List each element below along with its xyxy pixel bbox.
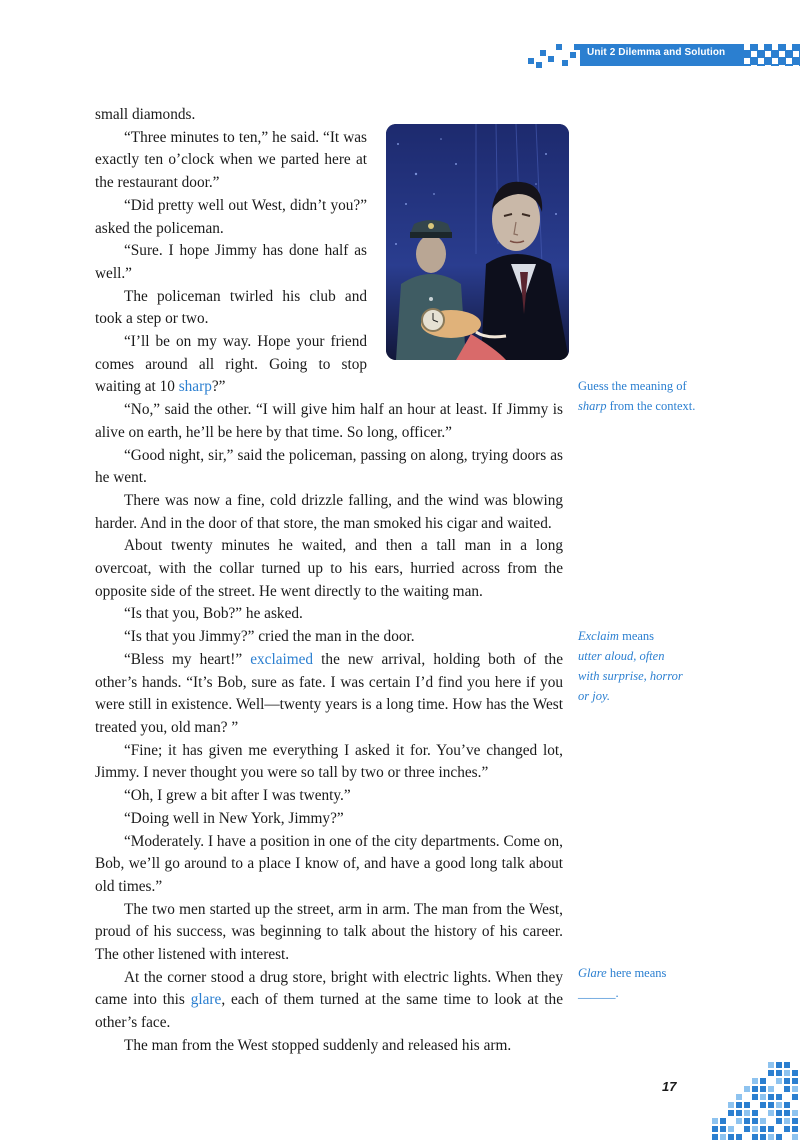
- text: “I’ll be on my way. Hope your friend comes around all right. Going to stop waiting at 10: [95, 333, 367, 396]
- page-number: 17: [662, 1079, 677, 1094]
- pixel-square: [736, 1110, 742, 1116]
- paragraph: There was now a fine, cold drizzle falling, and the wind was blowing harder. And in the door of that store, the man smoked his cigar and waited.: [95, 491, 563, 532]
- story-text: [95, 104, 563, 1058]
- pixel-square: [736, 1102, 742, 1108]
- pixel-square: [736, 1118, 742, 1124]
- pixel-square: [744, 1118, 750, 1124]
- margin-note-exclaim: [578, 626, 728, 706]
- margin-note-glare: [578, 963, 728, 1003]
- pixel-square: [776, 1078, 782, 1084]
- pixel-square: [752, 1134, 758, 1140]
- pixel-square: [784, 1062, 790, 1068]
- pixel-square: [536, 62, 542, 68]
- pixel-square: [784, 1110, 790, 1116]
- pixel-square: [786, 44, 792, 50]
- paragraph: “Moderately. I have a position in one of the city departments. Come on, Bob, we’ll go around to a place I know of, and have a good long talk about old times.”: [95, 832, 563, 895]
- pixel-square: [712, 1118, 718, 1124]
- pixel-square: [792, 1094, 798, 1100]
- pixel-square: [760, 1078, 766, 1084]
- note-word: Exclaim: [578, 629, 619, 643]
- paragraph: “Did pretty well out West, didn’t you?” asked the policeman.: [95, 196, 367, 237]
- pixel-square: [776, 1134, 782, 1140]
- note-line: with surprise, horror: [578, 669, 683, 683]
- pixel-square: [776, 1110, 782, 1116]
- pixel-square: [712, 1134, 718, 1140]
- pixel-square: [792, 1118, 798, 1124]
- pixel-square: [752, 1126, 758, 1132]
- paragraph: [95, 649, 563, 740]
- margin-note-sharp: [578, 376, 728, 416]
- pixel-square: [728, 1102, 734, 1108]
- note-blank: ______.: [578, 986, 619, 1000]
- pixel-square: [768, 1070, 774, 1076]
- pixel-square: [752, 1078, 758, 1084]
- pixel-square: [752, 1086, 758, 1092]
- pixel-square: [792, 1126, 798, 1132]
- pixel-square: [784, 1070, 790, 1076]
- text: ?”: [211, 378, 226, 396]
- pixel-square: [712, 1126, 718, 1132]
- pixel-square: [786, 58, 792, 64]
- note-text: here means: [606, 966, 667, 980]
- pixel-square: [792, 1086, 798, 1092]
- note-line: utter aloud, often: [578, 649, 665, 663]
- paragraph: “Fine; it has given me everything I asked it for. You’ve changed lot, Jimmy. I never thought you were so tall by two or three inches.”: [95, 741, 563, 782]
- paragraph: “Three minutes to ten,” he said. “It was exactly ten o’clock when we parted here at the restaurant door.”: [95, 128, 367, 192]
- pixel-square: [768, 1134, 774, 1140]
- pixel-square: [760, 1094, 766, 1100]
- paragraph: The man from the West stopped suddenly and released his arm.: [124, 1036, 512, 1054]
- note-line: [578, 396, 728, 416]
- pixel-square: [728, 1126, 734, 1132]
- pixel-square: [720, 1126, 726, 1132]
- paragraph: “Is that you, Bob?” he asked.: [124, 605, 303, 623]
- pixel-square: [752, 1118, 758, 1124]
- paragraph: [95, 331, 367, 399]
- pixel-square: [728, 1134, 734, 1140]
- pixel-square: [776, 1070, 782, 1076]
- pixel-square: [792, 1070, 798, 1076]
- text: , each of them turned at the same time to look at the other’s face.: [95, 991, 563, 1032]
- note-line: [578, 963, 728, 983]
- pixel-square: [760, 1118, 766, 1124]
- pixel-square: [779, 65, 785, 71]
- pixel-square: [760, 1102, 766, 1108]
- pixel-square: [776, 1062, 782, 1068]
- pixel-square: [752, 1110, 758, 1116]
- highlight-word-exclaimed: exclaimed: [250, 650, 314, 668]
- note-word: Glare: [578, 966, 607, 980]
- pixel-square: [540, 50, 546, 56]
- paragraph: “Is that you Jimmy?” cried the man in the door.: [124, 628, 415, 646]
- pixel-square: [768, 1094, 774, 1100]
- highlight-word-sharp: sharp: [178, 378, 212, 396]
- pixel-square: [744, 58, 750, 64]
- pixel-square: [779, 51, 785, 57]
- pixel-square: [768, 1126, 774, 1132]
- pixel-square: [720, 1134, 726, 1140]
- pixel-square: [720, 1118, 726, 1124]
- paragraph: “No,” said the other. “I will give him half an hour at least. If Jimmy is alive on earth, he’ll be here by that time. So long, officer.”: [95, 401, 563, 441]
- pixel-square: [784, 1102, 790, 1108]
- pixel-square: [556, 44, 562, 50]
- pixel-square: [744, 1126, 750, 1132]
- pixel-square: [792, 1078, 798, 1084]
- pixel-square: [784, 1126, 790, 1132]
- paragraph: “Doing well in New York, Jimmy?”: [124, 809, 344, 827]
- pixel-square: [765, 51, 771, 57]
- pixel-square: [758, 58, 764, 64]
- paragraph: [95, 967, 563, 1035]
- pixel-square: [736, 1134, 742, 1140]
- pixel-square: [548, 56, 554, 62]
- pixel-square: [765, 65, 771, 71]
- pixel-square: [736, 1094, 742, 1100]
- pixel-square: [772, 44, 778, 50]
- pixel-square: [760, 1126, 766, 1132]
- pixel-square: [776, 1118, 782, 1124]
- note-line: [578, 626, 728, 646]
- paragraph: About twenty minutes he waited, and then a tall man in a long overcoat, with the collar turned up to his ears, hurried across from the opposite side of the street. He went directly to the waiting man.: [95, 537, 563, 600]
- paragraph: “Good night, sir,” said the policeman, passing on along, trying doors as he went.: [95, 446, 563, 487]
- note-word: sharp: [578, 399, 607, 413]
- pixel-square: [793, 65, 799, 71]
- pixel-square: [574, 44, 580, 50]
- pixel-square: [768, 1062, 774, 1068]
- pixel-square: [744, 44, 750, 50]
- pixel-square: [760, 1086, 766, 1092]
- pixel-square: [744, 1086, 750, 1092]
- paragraph: “Oh, I grew a bit after I was twenty.”: [124, 787, 351, 805]
- pixel-square: [562, 60, 568, 66]
- pixel-square: [744, 1102, 750, 1108]
- pixel-square: [768, 1102, 774, 1108]
- pixel-square: [776, 1094, 782, 1100]
- paragraph: “Sure. I hope Jimmy has done half as well.”: [95, 242, 367, 282]
- pixel-square: [744, 1110, 750, 1116]
- pixel-square: [570, 52, 576, 58]
- pixel-square: [793, 51, 799, 57]
- pixel-square: [768, 1086, 774, 1092]
- pixel-square: [751, 51, 757, 57]
- pixel-square: [528, 58, 534, 64]
- paragraph: small diamonds.: [95, 106, 196, 123]
- pixel-square: [784, 1118, 790, 1124]
- pixel-square: [752, 1094, 758, 1100]
- pixel-square: [792, 1134, 798, 1140]
- pixel-square: [768, 1110, 774, 1116]
- pixel-square: [751, 65, 757, 71]
- note-text: means: [618, 629, 655, 643]
- pixel-square: [792, 1110, 798, 1116]
- paragraph: The two men started up the street, arm in arm. The man from the West, proud of his success, was beginning to talk about the history of his career. The other listened with interest.: [95, 900, 563, 964]
- text: the new arrival, holding both of the other’s hands. “It’s Bob, sure as fate. I was certain I’d find you here if you were still in existence. Well—twenty years is a long time. How has the West treated you, old man? ”: [95, 650, 563, 736]
- pixel-square: [772, 58, 778, 64]
- pixel-square: [760, 1134, 766, 1140]
- note-text: from the context.: [606, 399, 696, 413]
- paragraph: The policeman twirled his club and took a step or two.: [95, 287, 367, 328]
- pixel-square: [728, 1110, 734, 1116]
- note-line: or joy.: [578, 689, 610, 703]
- pixel-square: [758, 44, 764, 50]
- pixel-square: [784, 1078, 790, 1084]
- pixel-square: [776, 1102, 782, 1108]
- pixel-square: [784, 1086, 790, 1092]
- highlight-word-glare: glare: [190, 991, 222, 1009]
- text: “Bless my heart!”: [124, 650, 251, 668]
- note-line: Guess the meaning of: [578, 379, 687, 393]
- unit-title: Unit 2 Dilemma and Solution: [587, 47, 726, 58]
- text: At the corner stood a drug store, bright with electric lights. When they came into this: [95, 968, 563, 1009]
